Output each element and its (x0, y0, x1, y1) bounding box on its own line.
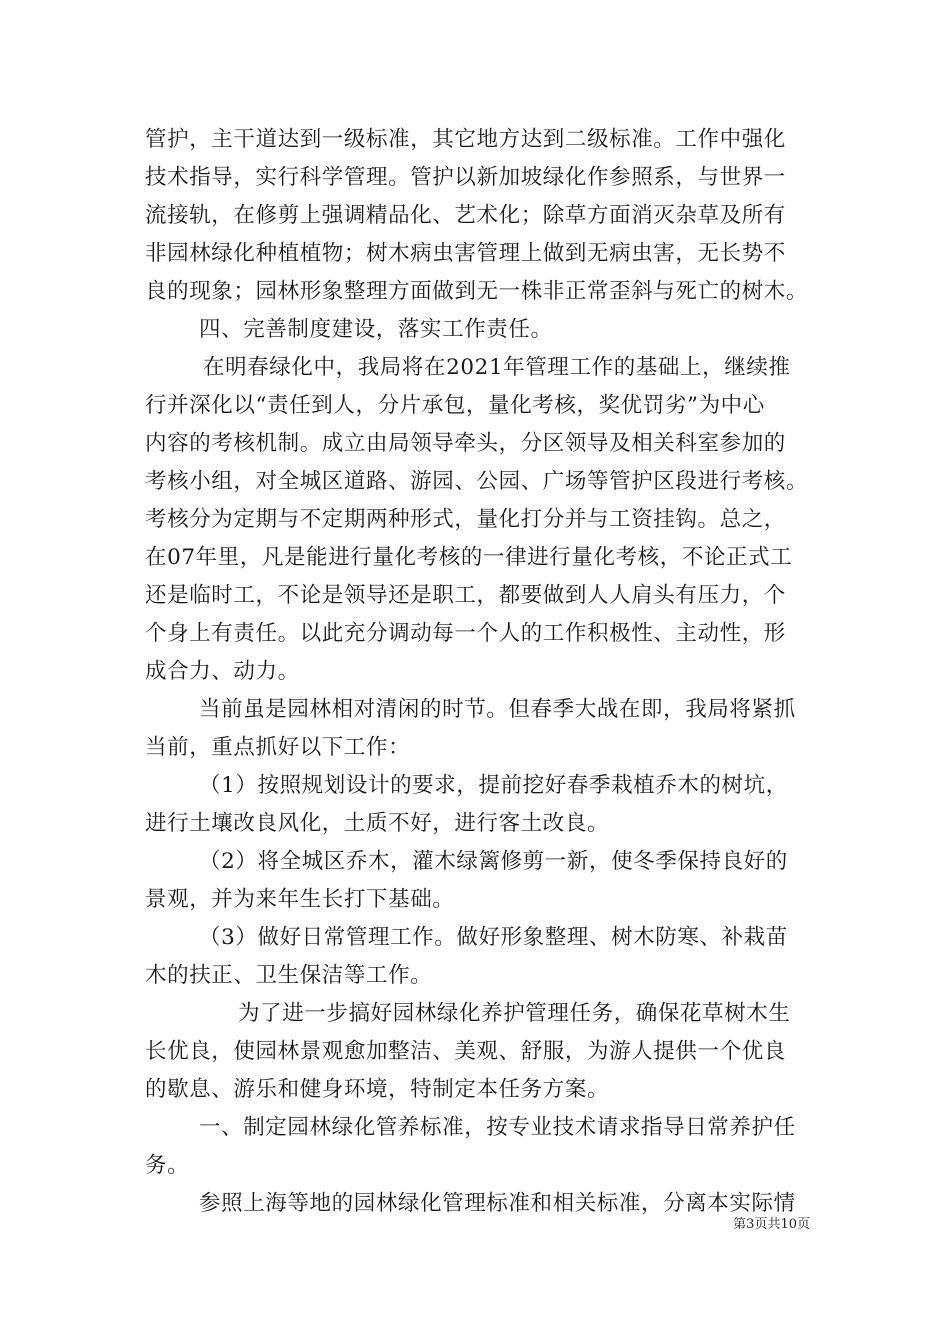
body-line: 行并深化以“责任到人，分片承包，量化考核，奖优罚劣”为中心 (145, 393, 765, 418)
body-line: 当前，重点抓好以下工作： (145, 735, 411, 760)
body-line: 在明春绿化中，我局将在2021年管理工作的基础上，继续推 (203, 355, 791, 380)
list-item: （3）做好日常管理工作。做好形象整理、树木防寒、补栽苗 (199, 925, 788, 950)
section-heading: 四、完善制度建设，落实工作责任。 (199, 317, 553, 342)
body-line: 成合力、动力。 (145, 659, 300, 684)
body-line: 技术指导，实行科学管理。管护以新加坡绿化作参照系，与世界一 (145, 165, 786, 190)
list-item: （2）将全城区乔木，灌木绿篱修剪一新，使冬季保持良好的 (199, 849, 788, 874)
section-heading: 一、制定园林绿化管养标准，按专业技术请求指导日常养护任 (199, 1115, 796, 1140)
body-line: 非园林绿化种植植物；树木病虫害管理上做到无病虫害，无长势不 (145, 241, 786, 266)
body-line: 在07年里，凡是能进行量化考核的一律进行量化考核，不论正式工 (145, 545, 793, 570)
body-line: 当前虽是园林相对清闲的时节。但春季大战在即，我局将紧抓 (199, 697, 796, 722)
body-line: 参照上海等地的园林绿化管理标准和相关标准，分离本实际情 (199, 1191, 796, 1216)
body-line: 木的扶正、卫生保洁等工作。 (145, 963, 433, 988)
body-line: 景观，并为来年生长打下基础。 (145, 887, 455, 912)
page-footer: 第3页共10页 (733, 1217, 810, 1232)
body-line: 良的现象；园林形象整理方面做到无一株非正常歪斜与死亡的树木。 (145, 279, 809, 304)
list-item: （1）按照规划设计的要求，提前挖好春季栽植乔木的树坑， (199, 773, 788, 798)
body-line: 长优良，使园林景观愈加整洁、美观、舒服，为游人提供一个优良 (145, 1039, 786, 1064)
body-line: 还是临时工，不论是领导还是职工，都要做到人人肩头有压力，个 (145, 583, 786, 608)
body-line: 管护，主干道达到一级标准，其它地方达到二级标准。工作中强化 (145, 127, 786, 152)
body-line: 考核分为定期与不定期两种形式，量化打分并与工资挂钩。总之， (145, 507, 786, 532)
body-line: 个身上有责任。以此充分调动每一个人的工作积极性、主动性，形 (145, 621, 786, 646)
body-line: 务。 (145, 1153, 190, 1178)
body-line: 内容的考核机制。成立由局领导牵头，分区领导及相关科室参加的 (145, 431, 786, 456)
body-line: 进行土壤改良风化，土质不好，进行客土改良。 (145, 811, 610, 836)
body-line: 为了进一步搞好园林绿化养护管理任务，确保花草树木生 (238, 1001, 791, 1026)
body-line: 考核小组，对全城区道路、游园、公园、广场等管护区段进行考核。 (145, 469, 809, 494)
body-line: 的歇息、游乐和健身环境，特制定本任务方案。 (145, 1077, 610, 1102)
body-line: 流接轨，在修剪上强调精品化、艺术化；除草方面消灭杂草及所有 (145, 203, 786, 228)
